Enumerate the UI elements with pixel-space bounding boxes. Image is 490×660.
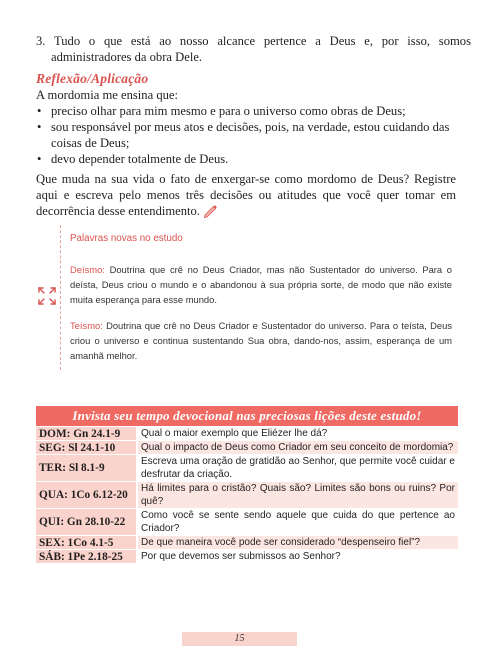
bible-reference: QUI: Gn 28.10-22	[36, 509, 137, 536]
bullet-symbol: •	[37, 120, 42, 134]
devotional-question: Qual o maior exemplo que Eliézer lhe dá?	[137, 427, 458, 441]
table-row	[36, 550, 458, 564]
devotional-question: Qual o impacto de Deus como Criador em seu conceito de mordomia?	[137, 441, 458, 455]
bullet-text: devo depender totalmente de Deus.	[51, 152, 229, 166]
term-label: Teísmo:	[70, 320, 103, 331]
item-text: Tudo o que está ao nosso alcance pertence a Deus e, por isso, somos administradores da obra Dele.	[51, 34, 471, 64]
term-definition: Doutrina que crê no Deus Criador e Sustentador do universo. Para o teísta, Deus criou o universo e continua sustentando Sua obra, dando-nos, assim, esperança de um amanhã melhor.	[70, 320, 452, 361]
reflexao-question	[36, 171, 456, 222]
definition-deismo	[70, 262, 452, 307]
question-text: Que muda na sua vida o fato de enxergar-se como mordomo de Deus? Registre aqui e escreva pelo menos três decisões ou atitudes que você quer tomar em decorrência desse entendimento.	[36, 172, 456, 218]
bible-reference: QUA: 1Co 6.12-20	[36, 482, 137, 509]
bullet-text: preciso olhar para mim mesmo e para o universo como obras de Deus;	[51, 104, 406, 118]
table-row	[36, 482, 458, 509]
page-number: 15	[234, 633, 245, 644]
reflexao-intro: A mordomia me ensina que:	[36, 88, 178, 102]
bullet-text: sou responsável por meus atos e decisões, pois, na verdade, estou cuidando das coisas de Deus;	[51, 120, 450, 150]
list-item-3	[36, 33, 471, 65]
bullet-item	[36, 103, 456, 119]
table-row	[36, 536, 458, 550]
devotional-table	[36, 406, 458, 564]
devotional-question: Escreva uma oração de gratidão ao Senhor, que permite você cuidar e desfrutar da criação.	[137, 455, 458, 482]
devotional-question: De que maneira você pode ser considerado “despenseiro fiel”?	[137, 536, 458, 550]
section-title-reflexao: Reflexão/Aplicação	[36, 71, 149, 86]
term-label: Deísmo:	[70, 264, 105, 275]
devotional-header: Invista seu tempo devocional nas preciosas lições deste estudo!	[36, 406, 458, 427]
expand-arrows-icon[interactable]	[37, 286, 57, 306]
bible-reference: DOM: Gn 24.1-9	[36, 427, 137, 441]
table-row	[36, 441, 458, 455]
devotional-question: Há limites para o cristão? Quais são? Limites são bons ou ruins? Por quê?	[137, 482, 458, 509]
bible-reference: SEG: Sl 24.1-10	[36, 441, 137, 455]
definition-teismo	[70, 318, 452, 363]
devotional-question: Por que devemos ser submissos ao Senhor?	[137, 550, 458, 564]
table-row	[36, 509, 458, 536]
bible-reference: SÁB: 1Pe 2.18-25	[36, 550, 137, 564]
item-number: 3.	[36, 34, 46, 48]
bible-reference: SEX: 1Co 4.1-5	[36, 536, 137, 550]
bullet-symbol: •	[37, 104, 42, 118]
bible-reference: TER: Sl 8.1-9	[36, 455, 137, 482]
bullet-item	[36, 119, 456, 151]
bullet-symbol: •	[37, 152, 42, 166]
devotional-question: Como você se sente sendo aquele que cuida do que pertence ao Criador?	[137, 509, 458, 536]
vocabulary-title: Palavras novas no estudo	[70, 233, 183, 244]
reflexao-bullet-list	[36, 103, 456, 167]
table-row	[36, 455, 458, 482]
term-definition: Doutrina que crê no Deus Criador, mas não Sustentador do universo. Para o deísta, Deus criou o mundo e o abandonou à sua própria sorte, de modo que não existe muita esperança para esse mundo.	[70, 264, 452, 305]
bullet-item	[36, 151, 456, 167]
pencil-icon[interactable]	[202, 203, 218, 222]
table-row	[36, 427, 458, 441]
